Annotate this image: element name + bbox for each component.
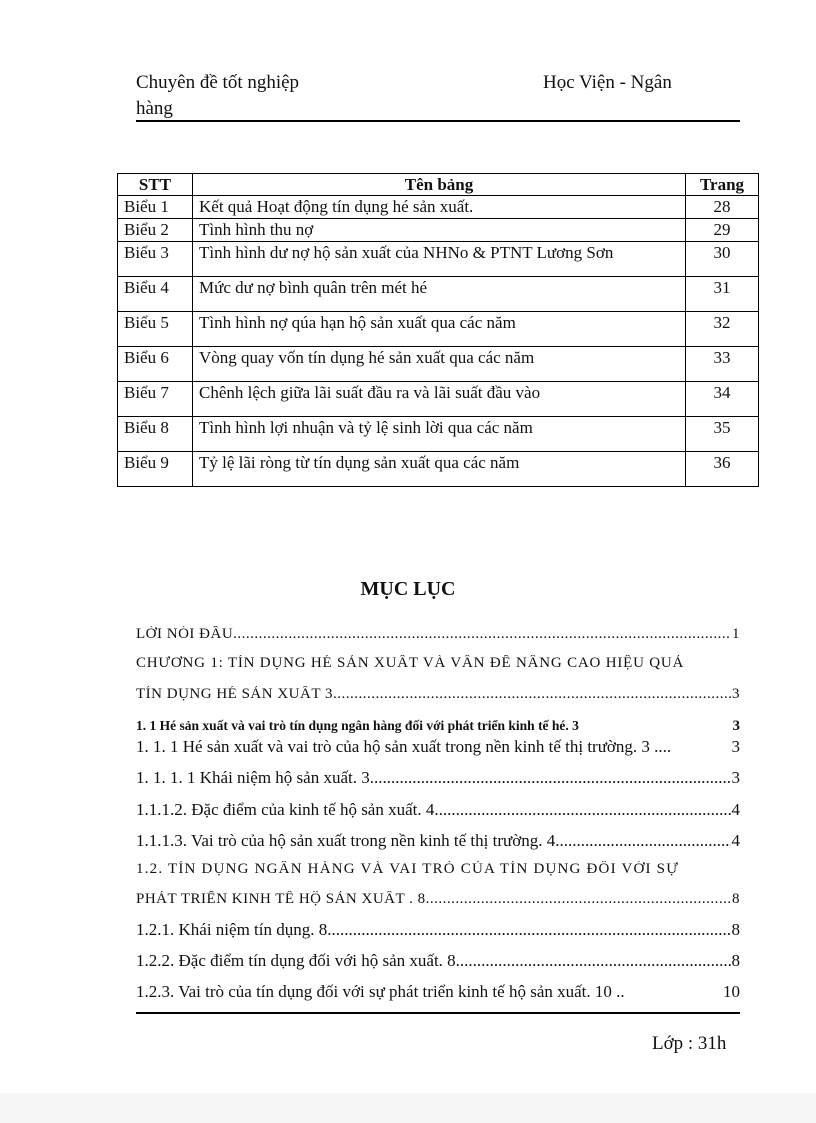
col-header-stt: STT bbox=[118, 174, 193, 196]
row-name: Kết quả Hoạt động tín dụng hé sản xuất. bbox=[193, 196, 686, 219]
row-stt: Biểu 7 bbox=[118, 382, 193, 417]
toc-entry[interactable] bbox=[136, 686, 740, 703]
row-name: Tình hình thu nợ bbox=[193, 219, 686, 242]
toc-title: MỤC LỤC bbox=[360, 578, 456, 600]
row-name: Tình hình lợi nhuận và tỷ lệ sinh lời qua các năm bbox=[193, 417, 686, 452]
table-row bbox=[118, 312, 759, 347]
toc-entry[interactable] bbox=[136, 718, 740, 735]
toc-entry-text: 1.1.1.2. Đặc điểm của kinh tế hộ sản xuất. 4 bbox=[136, 800, 435, 819]
page-bottom-margin bbox=[0, 1093, 816, 1123]
toc-entry-page: 3 bbox=[732, 686, 740, 702]
row-stt: Biểu 4 bbox=[118, 277, 193, 312]
row-page: 31 bbox=[686, 277, 759, 312]
table-row bbox=[118, 382, 759, 417]
toc-entry-text: 1.2. TÍN DỤNG NGÂN HÀNG VÀ VAI TRÒ CỦA TÍN DỤNG ĐỐI VỚI SỰ bbox=[136, 861, 680, 877]
toc-entry[interactable] bbox=[136, 982, 740, 1002]
toc-entry-text: PHÁT TRIỂN KINH TẾ HỘ SẢN XUẤT . 8 bbox=[136, 891, 426, 907]
col-header-page: Trang bbox=[686, 174, 759, 196]
toc-entry[interactable] bbox=[136, 920, 740, 940]
toc-leader bbox=[426, 891, 731, 908]
toc-leader bbox=[233, 626, 731, 643]
toc-entry-page: 3 bbox=[731, 768, 740, 787]
header-rule bbox=[136, 120, 740, 122]
toc-entry-text: TÍN DỤNG HÉ SẢN XUẤT 3 bbox=[136, 686, 333, 702]
toc-entry-text: 1. 1. 1 Hé sản xuất và vai trò của hộ sản xuất trong nền kinh tế thị trường. 3 .... bbox=[136, 737, 672, 756]
toc-entry-page: 8 bbox=[732, 891, 740, 907]
toc-leader bbox=[370, 768, 731, 788]
table-row bbox=[118, 277, 759, 312]
footer-class-label: Lớp : 31h bbox=[652, 1033, 727, 1054]
tables-list bbox=[117, 173, 759, 487]
row-stt: Biểu 2 bbox=[118, 219, 193, 242]
row-page: 29 bbox=[686, 219, 759, 242]
toc-entry-text: 1. 1. 1. 1 Khái niệm hộ sản xuất. 3 bbox=[136, 768, 370, 787]
table-row bbox=[118, 452, 759, 487]
toc-entry-page: 3 bbox=[731, 737, 740, 756]
toc-entry[interactable] bbox=[136, 800, 740, 820]
row-page: 34 bbox=[686, 382, 759, 417]
toc-entry-page: 10 bbox=[723, 982, 740, 1001]
table-row bbox=[118, 219, 759, 242]
table-row bbox=[118, 196, 759, 219]
toc-entry-page: 8 bbox=[731, 920, 740, 939]
toc-entry[interactable] bbox=[136, 861, 740, 878]
row-page: 30 bbox=[686, 242, 759, 277]
toc-entry-text: CHƯƠNG 1: TÍN DỤNG HÉ SẢN XUẤT VÀ VẤN ĐỀ NÂNG CAO HIỆU QUẢ bbox=[136, 655, 685, 671]
row-page: 36 bbox=[686, 452, 759, 487]
toc-entry-page: 8 bbox=[731, 951, 740, 970]
header-right: Học Viện - Ngân bbox=[543, 72, 672, 93]
toc-leader bbox=[327, 920, 730, 940]
row-page: 35 bbox=[686, 417, 759, 452]
toc-leader bbox=[434, 800, 730, 820]
table-row bbox=[118, 242, 759, 277]
header-left bbox=[136, 70, 299, 122]
row-stt: Biểu 5 bbox=[118, 312, 193, 347]
row-name: Vòng quay vốn tín dụng hé sản xuất qua các năm bbox=[193, 347, 686, 382]
row-page: 28 bbox=[686, 196, 759, 219]
toc-entry[interactable] bbox=[136, 655, 740, 672]
row-page: 32 bbox=[686, 312, 759, 347]
toc-entry-page: 3 bbox=[732, 718, 740, 734]
header-left-line1: Chuyên đề tốt nghiệp bbox=[136, 72, 300, 93]
toc-entry-text: 1.2.2. Đặc điểm tín dụng đối với hộ sản xuất. 8 bbox=[136, 951, 456, 970]
row-name: Tình hình nợ qúa hạn hộ sản xuất qua các năm bbox=[193, 312, 686, 347]
row-stt: Biểu 3 bbox=[118, 242, 193, 277]
row-name: Tình hình dư nợ hộ sản xuất của NHNo & PTNT Lương Sơn bbox=[193, 242, 686, 277]
toc-entry-page: 4 bbox=[731, 800, 740, 819]
row-stt: Biểu 8 bbox=[118, 417, 193, 452]
footer-rule bbox=[136, 1012, 740, 1014]
row-stt: Biểu 9 bbox=[118, 452, 193, 487]
row-stt: Biểu 6 bbox=[118, 347, 193, 382]
row-name: Tỷ lệ lãi ròng từ tín dụng sản xuất qua các năm bbox=[193, 452, 686, 487]
table-row bbox=[118, 347, 759, 382]
toc-entry[interactable] bbox=[136, 737, 740, 757]
toc-entry-text: LỜI NÓI ĐẦU bbox=[136, 626, 234, 642]
header-left-line2: hàng bbox=[136, 98, 173, 119]
table-header-row bbox=[118, 174, 759, 196]
toc-entry-text: 1.2.1. Khái niệm tín dụng. 8 bbox=[136, 920, 328, 939]
toc-entry-text: 1.1.1.3. Vai trò của hộ sản xuất trong nền kinh tế thị trường. 4 bbox=[136, 831, 556, 850]
row-page: 33 bbox=[686, 347, 759, 382]
row-name: Mức dư nợ bình quân trên mét hé bbox=[193, 277, 686, 312]
toc-entry-page: 4 bbox=[731, 831, 740, 850]
toc-entry[interactable] bbox=[136, 768, 740, 788]
toc-entry-page: 1 bbox=[732, 626, 740, 642]
toc-leader bbox=[456, 951, 731, 971]
toc-entry[interactable] bbox=[136, 891, 740, 908]
col-header-name: Tên bảng bbox=[193, 174, 686, 196]
toc-leader bbox=[555, 831, 730, 851]
toc-entry[interactable] bbox=[136, 831, 740, 851]
row-name: Chênh lệch giữa lãi suất đầu ra và lãi suất đầu vào bbox=[193, 382, 686, 417]
toc-entry-text: 1.2.3. Vai trò của tín dụng đối với sự phát triển kinh tế hộ sản xuất. 10 .. bbox=[136, 982, 625, 1001]
toc-entry[interactable] bbox=[136, 951, 740, 971]
toc-entry[interactable] bbox=[136, 626, 740, 643]
toc-entry-text: 1. 1 Hé sản xuất và vai trò tín dụng ngân hàng đối với phát triển kinh tế hé. 3 bbox=[136, 718, 579, 733]
toc-leader bbox=[333, 686, 731, 703]
table-row bbox=[118, 417, 759, 452]
row-stt: Biểu 1 bbox=[118, 196, 193, 219]
